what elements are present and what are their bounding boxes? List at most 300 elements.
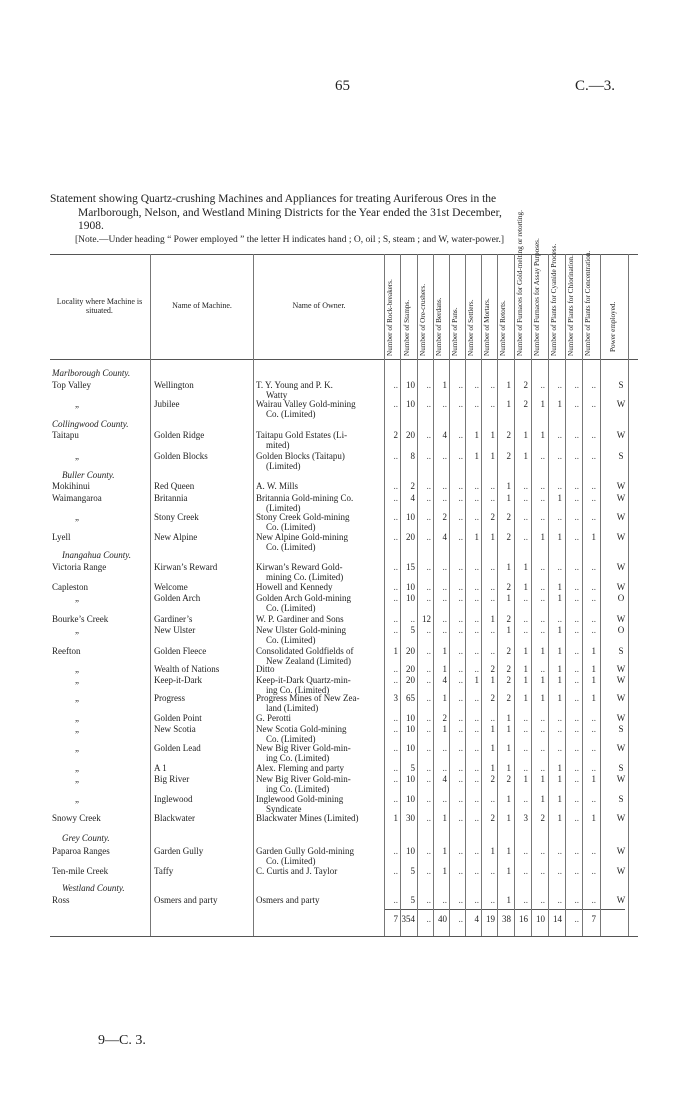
power-cell: W xyxy=(616,774,626,784)
value-cell: 1 xyxy=(540,794,545,804)
power-cell: W xyxy=(616,493,626,503)
statement-line-3: 1908. xyxy=(78,220,104,232)
value-cell: .. xyxy=(426,664,431,674)
value-cell: .. xyxy=(426,532,431,542)
owner-cell: Kirwan’s Reward Gold- xyxy=(256,562,343,572)
value-cell: .. xyxy=(458,763,463,773)
value-cell: .. xyxy=(426,675,431,685)
owner-cell: Osmers and party xyxy=(256,895,320,905)
value-cell: .. xyxy=(540,493,545,503)
value-cell: .. xyxy=(426,512,431,522)
locality-cell: „ xyxy=(75,625,79,635)
machine-cell: Wealth of Nations xyxy=(154,664,220,674)
value-cell: .. xyxy=(458,713,463,723)
owner-cell: New Scotia Gold-mining xyxy=(256,724,347,734)
value-cell: 10 xyxy=(406,794,415,804)
value-cell: .. xyxy=(490,481,495,491)
header-machine: Name of Machine. xyxy=(172,301,232,310)
machine-cell: Red Queen xyxy=(154,481,195,491)
value-cell: 1 xyxy=(506,895,511,905)
owner-cell: Co. (Limited) xyxy=(266,409,316,419)
power-cell: W xyxy=(616,693,626,703)
value-cell: .. xyxy=(574,646,579,656)
value-cell: .. xyxy=(393,399,398,409)
machine-cell: A 1 xyxy=(154,763,167,773)
value-cell: 1 xyxy=(490,430,495,440)
value-cell: .. xyxy=(442,625,447,635)
value-cell: 2 xyxy=(506,774,511,784)
value-cell: 1 xyxy=(442,846,447,856)
value-cell: .. xyxy=(458,693,463,703)
value-cell: .. xyxy=(474,646,479,656)
value-cell: .. xyxy=(474,774,479,784)
power-cell: S xyxy=(618,646,624,656)
value-cell: .. xyxy=(523,763,528,773)
value-cell: .. xyxy=(426,895,431,905)
county-heading: Westland County. xyxy=(62,883,125,893)
owner-cell: Co. (Limited) xyxy=(266,734,316,744)
value-cell: .. xyxy=(540,562,545,572)
owner-cell: C. Curtis and J. Taylor xyxy=(256,866,338,876)
owner-cell: Britannia Gold-mining Co. xyxy=(256,493,354,503)
value-cell: .. xyxy=(458,895,463,905)
value-cell: .. xyxy=(393,625,398,635)
value-cell: 1 xyxy=(506,794,511,804)
header-locality: Locality where Machine is situated. xyxy=(56,297,143,315)
value-cell: .. xyxy=(557,512,562,522)
value-cell: 1 xyxy=(540,399,545,409)
value-cell: .. xyxy=(574,813,579,823)
value-cell: .. xyxy=(442,451,447,461)
value-cell: .. xyxy=(523,493,528,503)
value-cell: .. xyxy=(426,846,431,856)
value-cell: 2 xyxy=(506,693,511,703)
value-cell: .. xyxy=(557,895,562,905)
value-cell: .. xyxy=(591,743,596,753)
value-cell: 1 xyxy=(557,646,562,656)
locality-cell: Mokihinui xyxy=(52,481,91,491)
value-cell: .. xyxy=(523,895,528,905)
owner-cell: Taitapu Gold Estates (Li- xyxy=(256,430,348,440)
value-cell: .. xyxy=(458,451,463,461)
value-cell: 10 xyxy=(406,593,415,603)
owner-cell: Wairau Valley Gold-mining xyxy=(256,399,356,409)
value-cell: .. xyxy=(591,430,596,440)
value-cell: .. xyxy=(442,895,447,905)
value-cell: .. xyxy=(574,562,579,572)
value-cell: 1 xyxy=(591,675,596,685)
power-cell: W xyxy=(616,846,626,856)
value-cell: .. xyxy=(523,625,528,635)
total-cell: .. xyxy=(426,914,431,924)
machine-cell: Britannia xyxy=(154,493,188,503)
value-cell: 1 xyxy=(557,794,562,804)
value-cell: .. xyxy=(393,532,398,542)
value-cell: .. xyxy=(540,380,545,390)
value-cell: 1 xyxy=(591,693,596,703)
machine-cell: Inglewood xyxy=(154,794,193,804)
value-cell: 1 xyxy=(506,763,511,773)
value-cell: .. xyxy=(523,743,528,753)
value-cell: .. xyxy=(474,743,479,753)
power-cell: S xyxy=(618,724,624,734)
value-cell: .. xyxy=(540,582,545,592)
value-cell: .. xyxy=(523,614,528,624)
value-cell: .. xyxy=(540,763,545,773)
value-cell: .. xyxy=(540,625,545,635)
locality-cell: Taitapu xyxy=(52,430,79,440)
value-cell: 1 xyxy=(442,866,447,876)
value-cell: .. xyxy=(591,625,596,635)
value-cell: .. xyxy=(442,582,447,592)
total-cell: .. xyxy=(574,914,579,924)
value-cell: .. xyxy=(393,582,398,592)
power-note: [Note.—Under heading “ Power employed ” the letter H indicates hand ; O, oil ; S, steam ; and W, water-power.] xyxy=(75,235,505,245)
value-cell: 1 xyxy=(490,614,495,624)
value-cell: 10 xyxy=(406,399,415,409)
power-cell: W xyxy=(616,399,626,409)
value-cell: .. xyxy=(474,724,479,734)
value-cell: 1 xyxy=(506,813,511,823)
value-cell: .. xyxy=(474,399,479,409)
value-cell: .. xyxy=(458,562,463,572)
header-retorts: Number of Retorts. xyxy=(499,300,507,356)
owner-cell: Blackwater Mines (Limited) xyxy=(256,813,359,823)
value-cell: .. xyxy=(474,481,479,491)
value-cell: .. xyxy=(393,743,398,753)
total-cell: 38 xyxy=(502,914,511,924)
header-bottom-rule xyxy=(50,359,638,360)
value-cell: 10 xyxy=(406,512,415,522)
value-cell: 20 xyxy=(406,646,415,656)
page-number: 65 xyxy=(335,78,350,94)
value-cell: .. xyxy=(574,614,579,624)
value-cell: .. xyxy=(574,675,579,685)
statement-title xyxy=(50,193,650,234)
value-cell: .. xyxy=(458,774,463,784)
locality-cell: „ xyxy=(75,724,79,734)
value-cell: 20 xyxy=(406,664,415,674)
value-cell: .. xyxy=(458,532,463,542)
value-cell: 10 xyxy=(406,774,415,784)
value-cell: 1 xyxy=(523,646,528,656)
value-cell: .. xyxy=(574,582,579,592)
locality-cell: Ten-mile Creek xyxy=(52,866,109,876)
locality-cell: Paparoa Ranges xyxy=(52,846,110,856)
value-cell: 4 xyxy=(442,675,447,685)
value-cell: .. xyxy=(458,582,463,592)
owner-cell: Co. (Limited) xyxy=(266,522,316,532)
value-cell: .. xyxy=(574,866,579,876)
value-cell: 2 xyxy=(506,430,511,440)
header-chlorination: Number of Plants for Chlorination. xyxy=(567,255,575,356)
machine-cell: Stony Creek xyxy=(154,512,199,522)
value-cell: .. xyxy=(393,380,398,390)
value-cell: 1 xyxy=(490,763,495,773)
value-cell: .. xyxy=(490,646,495,656)
value-cell: .. xyxy=(591,562,596,572)
value-cell: .. xyxy=(490,866,495,876)
power-cell: W xyxy=(616,614,626,624)
value-cell: .. xyxy=(393,451,398,461)
value-cell: .. xyxy=(574,743,579,753)
value-cell: 1 xyxy=(557,493,562,503)
total-cell: 354 xyxy=(401,914,415,924)
value-cell: 12 xyxy=(422,614,431,624)
value-cell: .. xyxy=(426,451,431,461)
value-cell: .. xyxy=(458,625,463,635)
value-cell: 1 xyxy=(523,582,528,592)
statement-line-1: Statement showing Quartz-crushing Machines and Appliances for treating Auriferous Ores in the xyxy=(50,193,497,205)
value-cell: .. xyxy=(474,512,479,522)
owner-cell: Ditto xyxy=(256,664,275,674)
value-cell: 1 xyxy=(506,593,511,603)
value-cell: .. xyxy=(393,713,398,723)
machine-cell: Osmers and party xyxy=(154,895,218,905)
value-cell: .. xyxy=(458,593,463,603)
value-cell: 20 xyxy=(406,675,415,685)
value-cell: 2 xyxy=(506,675,511,685)
owner-cell: Co. (Limited) xyxy=(266,856,316,866)
value-cell: 1 xyxy=(523,451,528,461)
value-cell: 1 xyxy=(490,846,495,856)
value-cell: .. xyxy=(540,713,545,723)
value-cell: .. xyxy=(540,846,545,856)
value-cell: .. xyxy=(523,512,528,522)
value-cell: 2 xyxy=(523,399,528,409)
header-owner: Name of Owner. xyxy=(292,301,346,310)
value-cell: .. xyxy=(426,866,431,876)
header-furn_gold: Number of Furnaces for Gold-melting or retorting. xyxy=(516,210,524,356)
value-cell: .. xyxy=(426,481,431,491)
value-cell: .. xyxy=(557,724,562,734)
value-cell: .. xyxy=(591,582,596,592)
total-cell: 19 xyxy=(486,914,495,924)
value-cell: .. xyxy=(523,794,528,804)
owner-cell: W. P. Gardiner and Sons xyxy=(256,614,344,624)
value-cell: 1 xyxy=(506,380,511,390)
value-cell: .. xyxy=(426,582,431,592)
value-cell: .. xyxy=(574,846,579,856)
total-cell: 7 xyxy=(393,914,398,924)
value-cell: 1 xyxy=(523,693,528,703)
value-cell: 2 xyxy=(506,451,511,461)
county-heading: Collingwood County. xyxy=(52,419,129,429)
value-cell: 1 xyxy=(474,675,479,685)
value-cell: .. xyxy=(591,895,596,905)
header-rockbreakers: Number of Rock-breakers. xyxy=(386,279,394,356)
value-cell: 1 xyxy=(523,430,528,440)
value-cell: 4 xyxy=(442,774,447,784)
column-divider xyxy=(150,254,151,936)
owner-cell: Co. (Limited) xyxy=(266,542,316,552)
owner-cell: Inglewood Gold-mining xyxy=(256,794,344,804)
value-cell: .. xyxy=(574,625,579,635)
value-cell: 1 xyxy=(557,693,562,703)
locality-cell: „ xyxy=(75,774,79,784)
value-cell: .. xyxy=(426,493,431,503)
value-cell: 1 xyxy=(506,743,511,753)
value-cell: .. xyxy=(458,399,463,409)
value-cell: .. xyxy=(591,593,596,603)
value-cell: 1 xyxy=(540,532,545,542)
value-cell: .. xyxy=(474,493,479,503)
column-divider xyxy=(253,254,254,936)
value-cell: 1 xyxy=(506,493,511,503)
owner-cell: A. W. Mills xyxy=(256,481,299,491)
value-cell: .. xyxy=(426,763,431,773)
document-reference: C.—3. xyxy=(575,78,616,94)
value-cell: .. xyxy=(393,895,398,905)
value-cell: 2 xyxy=(506,614,511,624)
owner-cell: Consolidated Goldfields of xyxy=(256,646,354,656)
owner-cell: Garden Gully Gold-mining xyxy=(256,846,354,856)
value-cell: .. xyxy=(393,724,398,734)
value-cell: .. xyxy=(458,614,463,624)
value-cell: 20 xyxy=(406,532,415,542)
owner-cell: Golden Blocks (Taitapu) xyxy=(256,451,345,461)
owner-cell: T. Y. Young and P. K. xyxy=(256,380,333,390)
value-cell: .. xyxy=(426,724,431,734)
value-cell: .. xyxy=(426,693,431,703)
value-cell: .. xyxy=(591,794,596,804)
value-cell: 2 xyxy=(490,664,495,674)
value-cell: .. xyxy=(591,846,596,856)
value-cell: 1 xyxy=(540,646,545,656)
value-cell: 5 xyxy=(410,895,415,905)
value-cell: .. xyxy=(393,614,398,624)
value-cell: 1 xyxy=(490,724,495,734)
locality-cell: „ xyxy=(75,451,79,461)
value-cell: 1 xyxy=(490,743,495,753)
value-cell: .. xyxy=(523,532,528,542)
value-cell: .. xyxy=(557,430,562,440)
machine-cell: Big River xyxy=(154,774,190,784)
value-cell: 1 xyxy=(474,430,479,440)
value-cell: .. xyxy=(474,593,479,603)
locality-cell: „ xyxy=(75,593,79,603)
value-cell: 5 xyxy=(410,625,415,635)
machine-cell: Jubilee xyxy=(154,399,180,409)
owner-cell: mited) xyxy=(266,440,290,450)
value-cell: .. xyxy=(591,451,596,461)
value-cell: 1 xyxy=(591,664,596,674)
value-cell: .. xyxy=(574,493,579,503)
value-cell: .. xyxy=(557,614,562,624)
value-cell: .. xyxy=(442,493,447,503)
value-cell: .. xyxy=(393,763,398,773)
power-cell: W xyxy=(616,532,626,542)
owner-cell: Alex. Fleming and party xyxy=(256,763,344,773)
locality-cell: Bourke’s Creek xyxy=(52,614,109,624)
value-cell: 2 xyxy=(490,693,495,703)
total-cell: .. xyxy=(458,914,463,924)
value-cell: .. xyxy=(426,713,431,723)
value-cell: 2 xyxy=(523,380,528,390)
value-cell: 4 xyxy=(410,493,415,503)
value-cell: .. xyxy=(410,614,415,624)
value-cell: 5 xyxy=(410,763,415,773)
value-cell: .. xyxy=(458,743,463,753)
header-stamps: Number of Stamps. xyxy=(403,299,411,356)
value-cell: .. xyxy=(574,380,579,390)
total-cell: 14 xyxy=(553,914,562,924)
machine-cell: Kirwan’s Reward xyxy=(154,562,218,572)
value-cell: 1 xyxy=(557,763,562,773)
table-bottom-rule xyxy=(50,936,638,937)
value-cell: .. xyxy=(474,813,479,823)
machine-cell: Golden Ridge xyxy=(154,430,205,440)
owner-cell: ing Co. (Limited) xyxy=(266,685,330,695)
value-cell: 1 xyxy=(506,481,511,491)
value-cell: 1 xyxy=(523,562,528,572)
machine-cell: Blackwater xyxy=(154,813,195,823)
value-cell: .. xyxy=(393,675,398,685)
header-settlers: Number of Settlers. xyxy=(467,299,475,356)
value-cell: 1 xyxy=(442,380,447,390)
value-cell: .. xyxy=(426,625,431,635)
value-cell: 1 xyxy=(540,675,545,685)
totals-rule xyxy=(385,909,625,910)
value-cell: 2 xyxy=(393,430,398,440)
locality-cell: Victoria Range xyxy=(52,562,107,572)
value-cell: .. xyxy=(426,399,431,409)
value-cell: .. xyxy=(442,593,447,603)
header-concentration: Number of Plants for Concentration. xyxy=(584,250,592,356)
value-cell: .. xyxy=(540,664,545,674)
value-cell: 2 xyxy=(410,481,415,491)
owner-cell: Progress Mines of New Zea- xyxy=(256,693,360,703)
value-cell: .. xyxy=(458,866,463,876)
locality-cell: Waimangaroa xyxy=(52,493,102,503)
power-cell: O xyxy=(617,625,625,635)
machine-cell: Keep-it-Dark xyxy=(154,675,202,685)
value-cell: .. xyxy=(574,774,579,784)
owner-cell: Stony Creek Gold-mining xyxy=(256,512,350,522)
locality-cell: „ xyxy=(75,399,79,409)
column-divider xyxy=(600,254,601,936)
power-cell: W xyxy=(616,512,626,522)
value-cell: 2 xyxy=(490,774,495,784)
value-cell: 4 xyxy=(442,532,447,542)
machine-cell: Garden Gully xyxy=(154,846,204,856)
total-cell: 10 xyxy=(536,914,545,924)
owner-cell: Syndicate xyxy=(266,804,302,814)
value-cell: .. xyxy=(574,532,579,542)
owner-cell: (Limited) xyxy=(266,461,301,471)
value-cell: 1 xyxy=(591,532,596,542)
value-cell: .. xyxy=(540,512,545,522)
value-cell: .. xyxy=(557,866,562,876)
value-cell: 1 xyxy=(506,846,511,856)
value-cell: 1 xyxy=(506,713,511,723)
value-cell: .. xyxy=(426,774,431,784)
value-cell: .. xyxy=(591,380,596,390)
value-cell: 1 xyxy=(557,582,562,592)
county-heading: Marlborough County. xyxy=(52,368,131,378)
locality-cell: „ xyxy=(75,512,79,522)
locality-cell: „ xyxy=(75,693,79,703)
power-cell: W xyxy=(616,675,626,685)
locality-cell: „ xyxy=(75,743,79,753)
power-cell: S xyxy=(618,763,624,773)
machine-cell: New Alpine xyxy=(154,532,198,542)
machine-cell: Golden Point xyxy=(154,713,202,723)
value-cell: 1 xyxy=(506,399,511,409)
value-cell: .. xyxy=(393,593,398,603)
value-cell: .. xyxy=(523,593,528,603)
owner-cell: New Big River Gold-min- xyxy=(256,743,351,753)
